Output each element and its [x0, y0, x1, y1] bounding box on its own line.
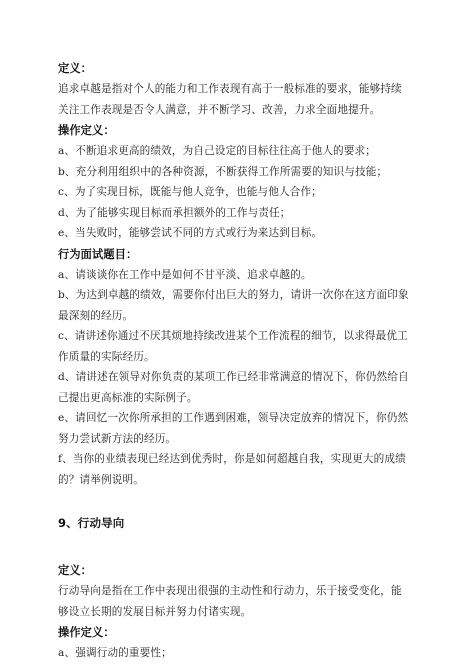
operational-item: e、当失败时，能够尝试不同的方式或行为来达到目标。: [58, 227, 323, 239]
interview-line: 己提出更高标准的实际例子。: [58, 391, 198, 404]
interview-line: b、为达到卓越的绩效，需要你付出巨大的努力，请讲一次你在这方面印象: [58, 289, 409, 301]
section-spacer: [58, 534, 420, 560]
section-title: 9、行动导向: [58, 516, 125, 530]
interview-questions-heading: 行为面试题目：: [58, 247, 138, 261]
interview-line: c、请讲述你通过不厌其烦地持续改进某个工作流程的细节，以求得最优工: [58, 330, 408, 342]
operational-item: d、为了能够实现目标而承担额外的工作与责任；: [58, 206, 291, 219]
interview-line: 努力尝试新方法的经历。: [58, 432, 177, 445]
interview-line: 作质量的实际经历。: [58, 350, 155, 363]
interview-line: f、当你的业绩表现已经达到优秀时，你是如何超越自我，实现更大的成绩: [58, 453, 406, 465]
interview-line: 的？请举例说明。: [58, 473, 144, 486]
definition-line: 追求卓越是指对个人的能力和工作表现有高于一般标准的要求，能够持续: [58, 83, 402, 95]
operational-definition-heading: 操作定义：: [58, 124, 115, 137]
interview-line: a、请谈谈你在工作中是如何不甘平淡、追求卓越的。: [58, 268, 312, 281]
operational-item: c、为了实现目标，既能与他人竞争，也能与他人合作；: [58, 186, 322, 198]
operational-item: a、不断追求更高的绩效，为自己设定的目标往往高于他人的要求；: [58, 145, 377, 157]
definition-heading: 定义：: [58, 62, 93, 75]
definition-line: 关注工作表现是否令人满意，并不断学习、改善，力求全面地提升。: [58, 103, 381, 116]
interview-line: 最深刻的经历。: [58, 309, 134, 322]
interview-line: e、请回忆一次你所承担的工作遇到困难，领导决定放弃的情况下，你仍然: [58, 412, 409, 424]
definition-line: 行动导向是指在工作中表现出很强的主动性和行动力，乐于接受变化，能: [58, 585, 402, 597]
operational-item: a、强调行动的重要性；: [58, 647, 172, 659]
operational-item: b、充分利用组织中的各种资源，不断获得工作所需要的知识与技能；: [58, 165, 388, 178]
operational-definition-heading: 操作定义：: [58, 626, 115, 639]
definition-line: 够设立长期的发展目标并努力付诸实现。: [58, 605, 252, 618]
definition-heading: 定义：: [58, 564, 93, 577]
document-page: [58, 58, 420, 664]
section-spacer: [58, 490, 420, 512]
interview-line: d、请讲述在领导对你负责的某项工作已经非常满意的情况下，你仍然给自: [58, 371, 409, 383]
